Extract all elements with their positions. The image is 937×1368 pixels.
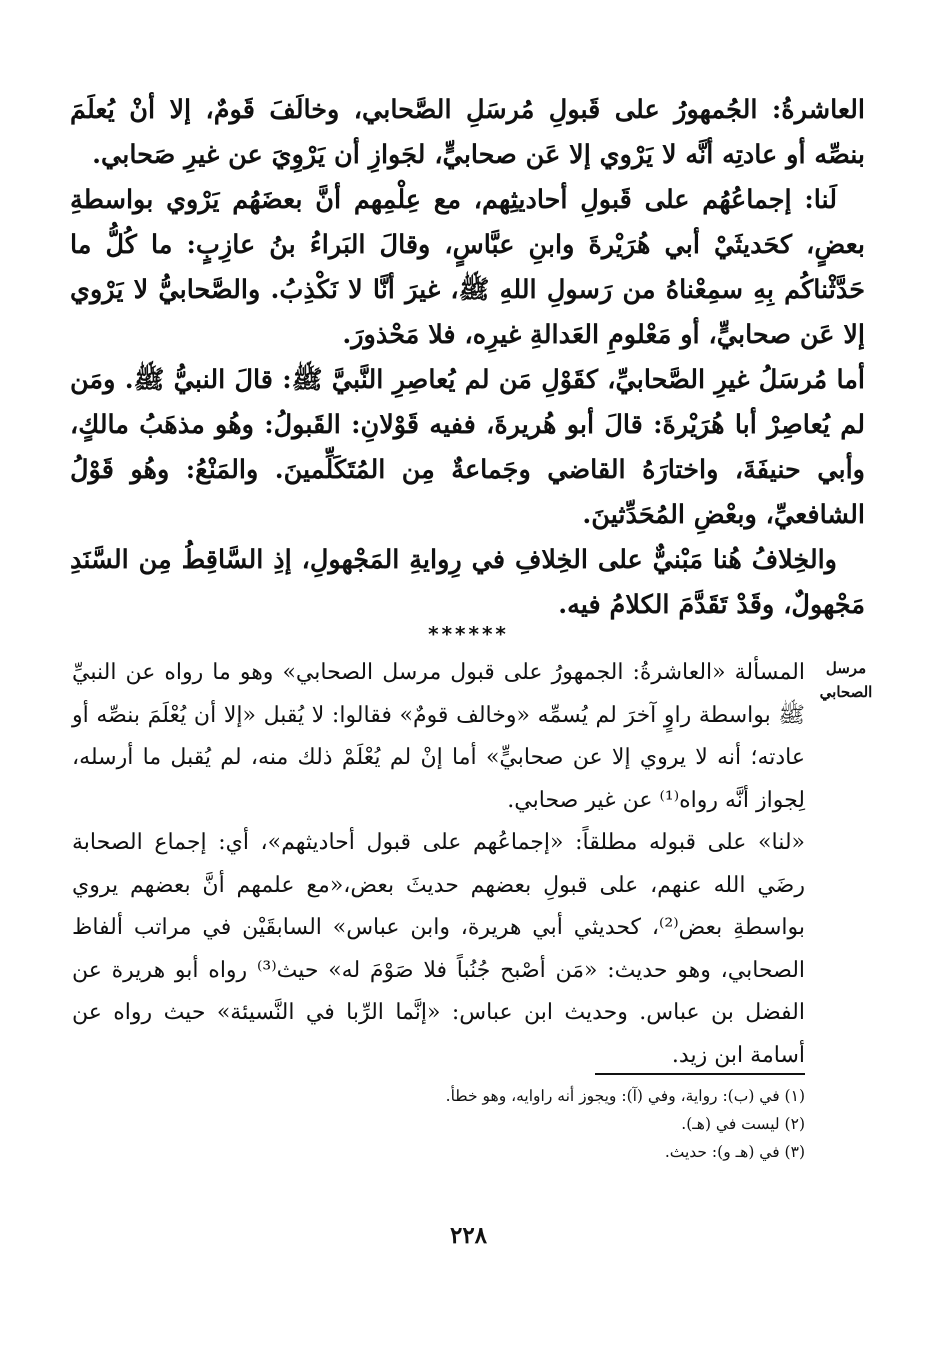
commentary-paragraph: «لنا» على قبوله مطلقاً: «إجماعُهم على قبول أحاديثهم»، أي: إجماع الصحابة رضَي الله عنهم، على قبولِ بعضهم حديثَ بعض،«مع علمهم أنَّ بعضهم يروي بواسطةِ بعض⁽²⁾، كحديثي أبي هريرة، وابن عباس» السابقَيْن في مراتب ألفاظ الصحابي، وهو حديث: «مَن أصْبح جُنُباً فلا صَوْمَ له» حيث⁽³⁾ رواه أبو هريرة عن الفضل بن عباس. وحديث ابن عباس: «إنَّما الرِّبا في النَّسيئة» حيث رواه عن أسامة ابن زيد. — [72, 830, 806, 1068]
commentary-text — [72, 652, 805, 1077]
footnote: (١) في (ب): رواية، وفي (آ): ويجوز أنه راوايه، وهو خطأ. — [445, 1087, 805, 1105]
main-paragraph: العاشرةُ: الجُمهورُ على قَبولِ مُرسَلِ الصَّحابي، وخالَفَ قَومٌ، إلا أنْ يُعلَمَ بنصِّه أو عادتِه أنَّه لا يَرْوي إلا عَن صحابيٍّ، لجَوازِ أن يَرْوِيَ عن غيرِ صَحابي. — [70, 95, 865, 170]
main-text — [70, 88, 865, 628]
main-paragraph: أما مُرسَلُ غيرِ الصَّحابيِّ، كقَوْلِ مَن لم يُعاصِرِ النَّبيَّ ﷺ: قالَ النبيُّ ﷺ. ومَن لم يُعاصِرْ أبا هُرَيْرةَ: قالَ أبو هُريرةَ، ففيه قَوْلانِ: القَبولُ: وهُو مذهَبُ مالكٍ، وأبي حنيفَةَ، واختارَهُ القاضي وجَماعةٌ مِن المُتَكَلِّمينَ. والمَنْعُ: وهُو قَوْلُ الشافعيِّ، وبعْضِ المُحَدِّثينَ. — [70, 365, 865, 530]
main-paragraph: والخِلافُ هُنا مَبْنيٌّ على الخِلافِ في رِوايةِ المَجْهولِ، إذِ السَّاقِطُ مِن السَّنَدِ مَجْهولٌ، وقَدْ تَقَدَّمَ الكلامُ فيه. — [70, 545, 865, 620]
footnote-divider — [595, 1073, 805, 1075]
commentary-paragraph: المسألة «العاشرةُ: الجمهورُ على قبول مرسل الصحابي» وهو ما رواه عن النبيِّ ﷺ بواسطة راوٍ آخرَ لم يُسمِّه «وخالف قومٌ» فقالوا: لا يُقبل «إلا أن يُعْلَمَ بنصِّه أو عادته؛ أنه لا يروي إلا عن صحابيٍّ» أما إنْ لم يُعْلَمْ ذلك منه، لم يُقبل ما أرسله، لِجواز أنَّه رواه⁽¹⁾ عن غير صحابي. — [72, 660, 805, 813]
main-paragraph: لَنا: إجماعُهُم على قَبولِ أحاديثِهم، مع عِلْمِهم أنَّ بعضَهُم يَرْوي بواسطةِ بعضٍ، كحَديثَيْ أبي هُرَيْرةَ وابنِ عبَّاسٍ، وقالَ البَراءُ بنُ عازِبٍ: ما كُلُّ ما حَدَّثْناكُم بِهِ سمِعْناهُ من رَسولِ اللهِ ﷺ، غيرَ أنَّا لا نَكْذِبُ. والصَّحابيُّ لا يَرْوي إلا عَن صحابيٍّ، أو مَعْلومِ العَدالةِ غيرِه، فلا مَحْذورَ. — [70, 185, 865, 350]
footnote: (٢) ليست في (هـ). — [681, 1115, 805, 1133]
section-separator: ****** — [428, 622, 509, 646]
footnotes — [120, 1082, 805, 1166]
page-number: ٢٢٨ — [449, 1222, 488, 1249]
footnote: (٣) في (هـ و): حديث. — [664, 1143, 805, 1161]
margin-note: مرسل الصحابي — [819, 659, 873, 701]
